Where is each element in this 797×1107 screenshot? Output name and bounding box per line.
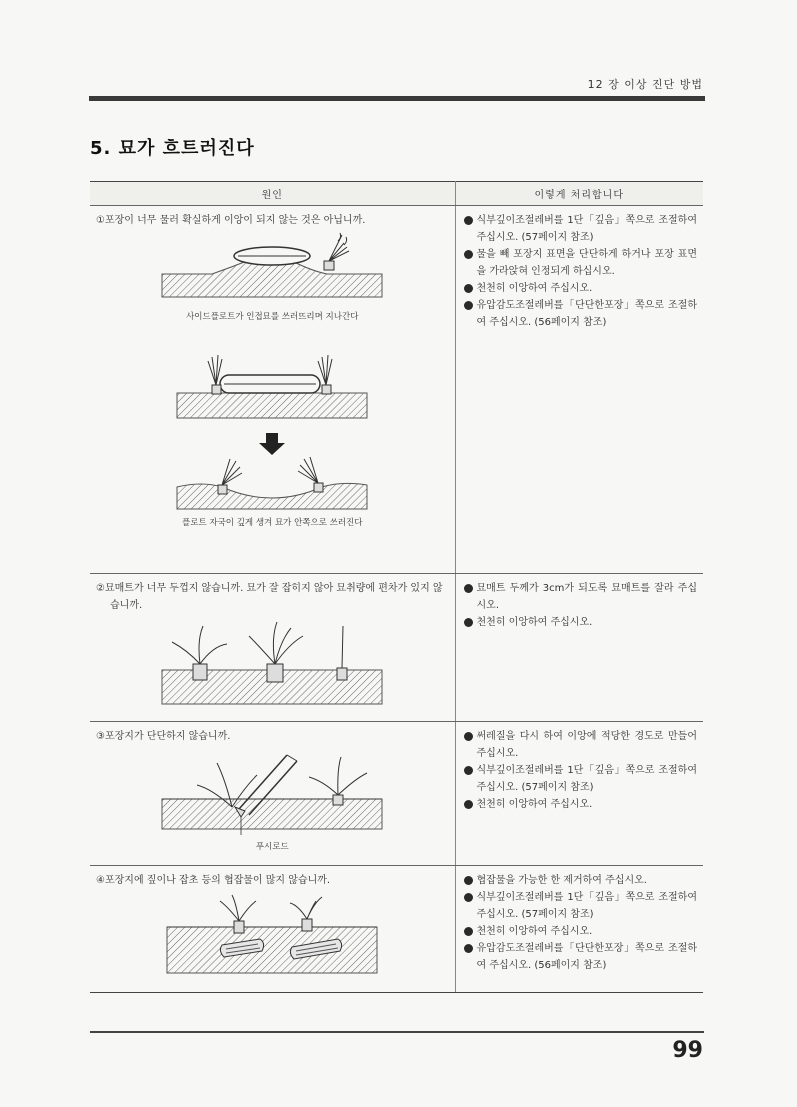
cause-cell bbox=[90, 866, 455, 993]
illustration-caption: 사이드플로트가 인접묘를 쓰러뜨리며 지나간다 bbox=[186, 312, 359, 322]
remedy-item: 유압감도조절레버를「단단한포장」쪽으로 조절하여 주십시오. (56페이지 참조) bbox=[462, 297, 698, 331]
remedy-cell bbox=[455, 722, 703, 866]
cause-text: ②묘매트가 너무 두껍지 않습니까. 묘가 잘 잡히지 않아 묘취량에 편차가 있지 않습니까. bbox=[96, 583, 443, 611]
column-header-remedy: 이렇게 처리합니다 bbox=[455, 182, 703, 206]
table-row bbox=[90, 206, 703, 574]
footer-rule bbox=[90, 1031, 704, 1033]
remedy-item: 유압감도조절레버를「단단한포장」쪽으로 조절하여 주십시오. (56페이지 참조) bbox=[462, 940, 698, 974]
table-row bbox=[90, 866, 703, 993]
cause-text: ③포장지가 단단하지 않습니까. bbox=[96, 731, 231, 742]
table-row bbox=[90, 722, 703, 866]
illustration-caption: 푸시로드 bbox=[255, 842, 289, 852]
remedy-item: 식부깊이조절레버를 1단「깊음」쪽으로 조절하여 주십시오. (57페이지 참조) bbox=[462, 212, 698, 246]
remedy-item: 식부깊이조절레버를 1단「깊음」쪽으로 조절하여 주십시오. (57페이지 참조) bbox=[462, 762, 698, 796]
debris-illustration bbox=[162, 893, 382, 979]
remedy-item: 천천히 이앙하여 주십시오. bbox=[462, 923, 698, 940]
header-rule bbox=[89, 96, 705, 101]
remedy-cell bbox=[455, 866, 703, 993]
remedy-item: 묘매트 두께가 3cm가 되도록 묘매트를 잘라 주십시오. bbox=[462, 580, 698, 614]
cause-cell bbox=[90, 574, 455, 722]
table-row bbox=[90, 574, 703, 722]
remedy-cell bbox=[455, 206, 703, 574]
troubleshooting-table bbox=[90, 181, 703, 993]
column-header-cause: 원인 bbox=[90, 182, 455, 206]
seedling-mat-illustration bbox=[157, 620, 387, 710]
push-rod-illustration bbox=[157, 749, 387, 841]
remedy-item: 천천히 이앙하여 주십시오. bbox=[462, 280, 698, 297]
page-number: 99 bbox=[672, 1038, 703, 1063]
cause-text: ④포장지에 짚이나 잡초 등의 협잡물이 많지 않습니까. bbox=[96, 875, 331, 886]
illustration-caption: 플로트 자국이 깊게 생겨 묘가 안쪽으로 쓰러진다 bbox=[182, 518, 363, 528]
remedy-item: 물을 빼 포장지 표면을 단단하게 하거나 포장 표면을 가라앉혀 인정되게 하십시오. bbox=[462, 246, 698, 280]
float-track-illustration-before bbox=[172, 351, 372, 431]
float-track-illustration-after bbox=[172, 457, 372, 517]
section-title: 5. 묘가 흐트러진다 bbox=[90, 138, 255, 159]
cause-cell bbox=[90, 206, 455, 574]
cause-cell bbox=[90, 722, 455, 866]
chapter-header: 12 장 이상 진단 방법 bbox=[587, 78, 703, 91]
remedy-cell bbox=[455, 574, 703, 722]
remedy-item: 천천히 이앙하여 주십시오. bbox=[462, 614, 698, 631]
down-arrow-icon bbox=[252, 431, 292, 457]
side-float-illustration bbox=[152, 229, 392, 311]
remedy-item: 써레질을 다시 하여 이앙에 적당한 경도로 만들어 주십시오. bbox=[462, 728, 698, 762]
cause-text: ①포장이 너무 물러 확실하게 이앙이 되지 않는 것은 아닙니까. bbox=[96, 215, 366, 226]
remedy-item: 식부깊이조절레버를 1단「깊음」쪽으로 조절하여 주십시오. (57페이지 참조) bbox=[462, 889, 698, 923]
remedy-item: 협잡물을 가능한 한 제거하여 주십시오. bbox=[462, 872, 698, 889]
remedy-item: 천천히 이앙하여 주십시오. bbox=[462, 796, 698, 813]
